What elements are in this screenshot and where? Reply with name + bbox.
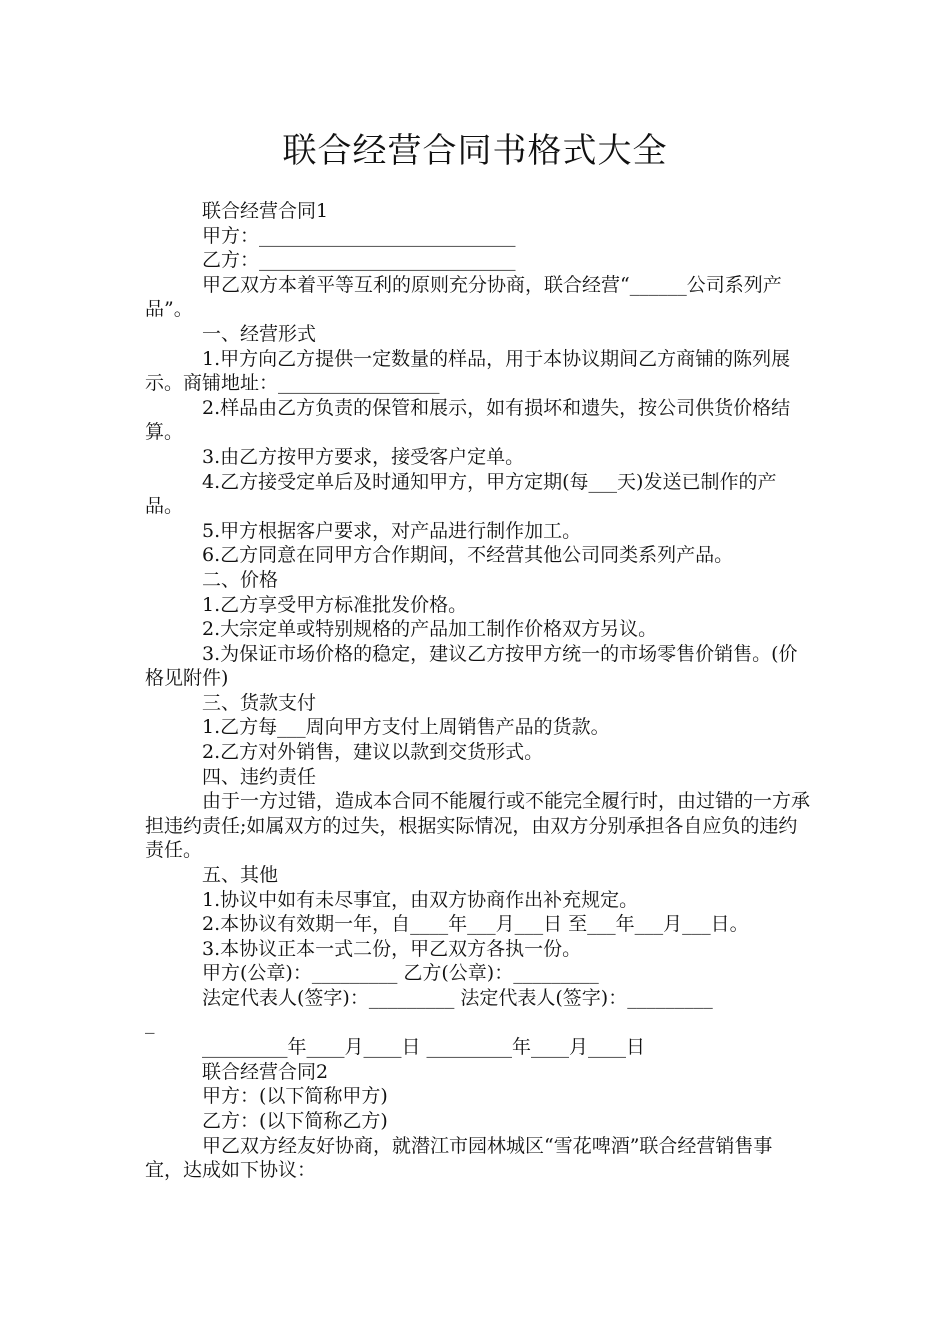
document-body	[145, 199, 810, 1183]
paragraph: 2.大宗定单或特别规格的产品加工制作价格双方另议。	[202, 618, 658, 641]
paragraph: 2.样品由乙方负责的保管和展示，如有损坏和遗失，按公司供货价格结算。	[145, 396, 791, 444]
paragraph: 甲方(公章)：_________ 乙方(公章)：_________	[202, 962, 599, 985]
paragraph: 3.为保证市场价格的稳定，建议乙方按甲方统一的市场零售价销售。(价格见附件)	[145, 642, 798, 690]
paragraph: 3.本协议正本一式二份，甲乙双方各执一份。	[202, 937, 582, 960]
paragraph: 5.甲方根据客户要求，对产品进行制作加工。	[202, 519, 582, 542]
paragraph: 4.乙方接受定单后及时通知甲方，甲方定期(每___天)发送已制作的产品。	[145, 470, 777, 518]
paragraph: 6.乙方同意在同甲方合作期间，不经营其他公司同类系列产品。	[202, 544, 734, 567]
paragraph: 甲乙双方本着平等互利的原则充分协商，联合经营“______公司系列产品”。	[145, 273, 782, 321]
paragraph: 1.乙方每___周向甲方支付上周销售产品的货款。	[202, 716, 610, 739]
paragraph: 四、违约责任	[202, 765, 317, 788]
paragraph: 1.乙方享受甲方标准批发价格。	[202, 593, 468, 616]
paragraph: 2.乙方对外销售，建议以款到交货形式。	[202, 741, 544, 764]
paragraph: 二、价格	[202, 568, 279, 591]
document-title: 联合经营合同书格式大全	[282, 131, 668, 171]
paragraph: 联合经营合同2	[202, 1060, 329, 1083]
paragraph: 五、其他	[202, 864, 279, 887]
paragraph: _________年____月____日 _________年____月____日	[202, 1036, 646, 1059]
paragraph: 甲方：(以下简称甲方)	[202, 1085, 388, 1108]
paragraph: 甲乙双方经友好协商，就潜江市园林城区“雪花啤酒”联合经营销售事宜，达成如下协议：	[145, 1134, 773, 1182]
paragraph: 乙方：(以下简称乙方)	[202, 1109, 388, 1132]
paragraph: _	[145, 1011, 155, 1034]
paragraph: 乙方：___________________________	[202, 249, 516, 272]
paragraph: 三、货款支付	[202, 691, 317, 714]
paragraph: 3.由乙方按甲方要求，接受客户定单。	[202, 445, 525, 468]
paragraph: 联合经营合同1	[202, 200, 329, 222]
paragraph: 由于一方过错，造成本合同不能履行或不能完全履行时，由过错的一方承担违约责任;如属双方的过失，根据实际情况，由双方分别承担各自应负的违约责任。	[145, 790, 811, 862]
paragraph: 法定代表人(签字)：_________ 法定代表人(签字)：_________	[202, 987, 713, 1009]
paragraph: 2.本协议有效期一年，自____年___月___日 至___年___月___日。	[202, 913, 749, 936]
paragraph: 一、经营形式	[202, 322, 317, 345]
paragraph: 1.协议中如有未尽事宜，由双方协商作出补充规定。	[202, 888, 639, 911]
paragraph: 甲方：___________________________	[202, 224, 516, 247]
paragraph: 1.甲方向乙方提供一定数量的样品，用于本协议期间乙方商铺的陈列展示。商铺地址：_________________	[145, 347, 791, 395]
